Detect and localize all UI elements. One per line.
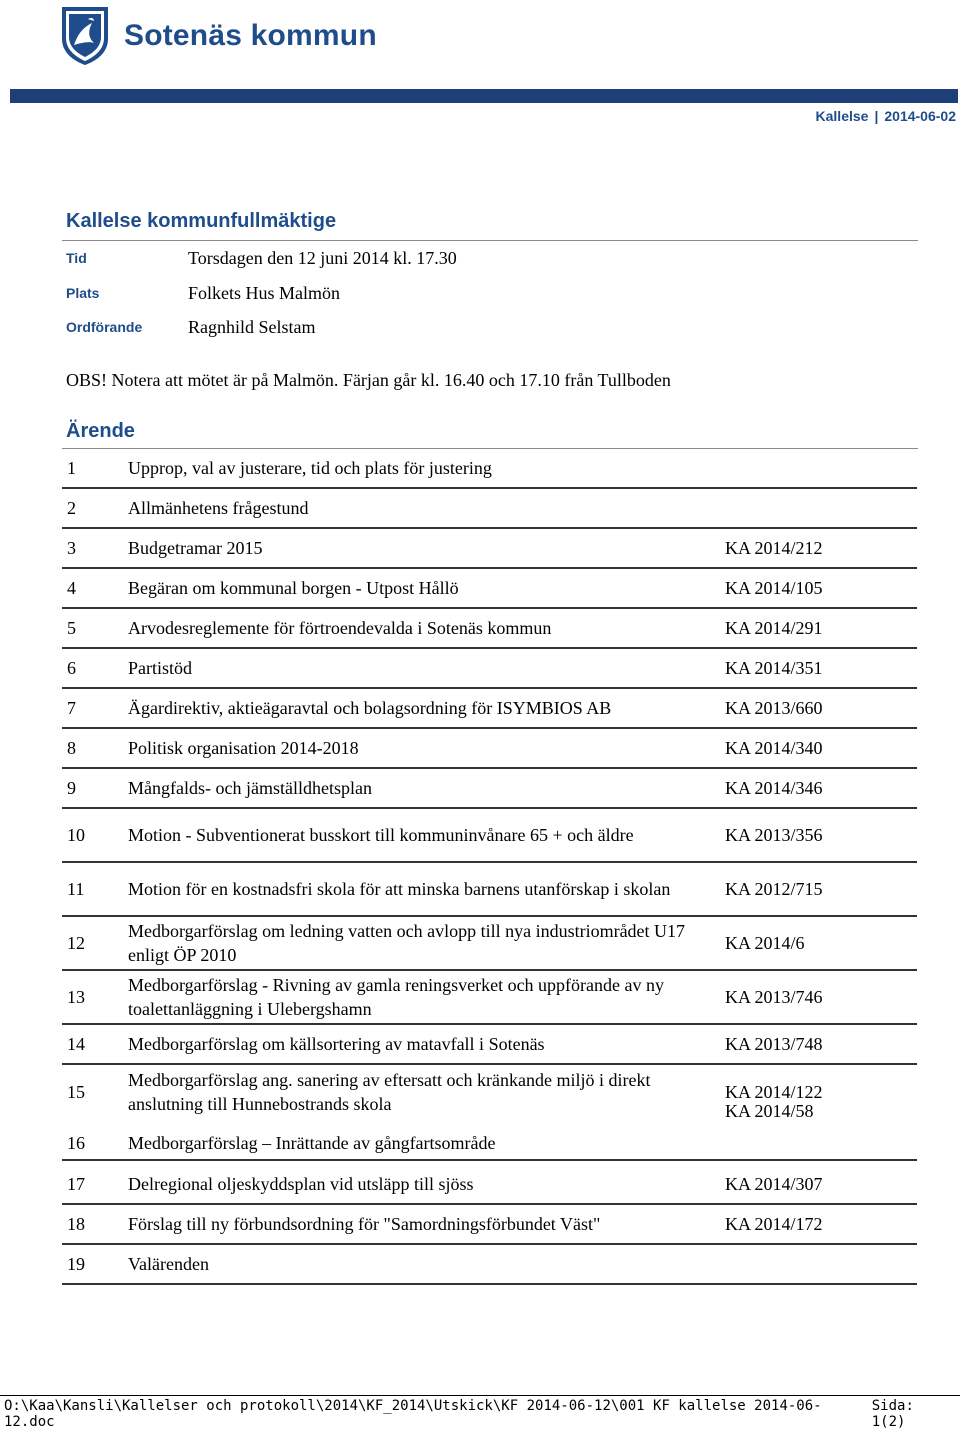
agenda-row bbox=[62, 1205, 917, 1245]
item-title: Förslag till ny förbundsordning för "Samordningsförbundet Väst" bbox=[128, 1214, 601, 1234]
agenda-row bbox=[62, 1165, 917, 1205]
agenda-row bbox=[62, 449, 917, 489]
item-number: 11 bbox=[67, 878, 85, 899]
agenda-table bbox=[62, 449, 917, 1285]
agenda-row bbox=[62, 529, 917, 569]
item-reference: KA 2013/746 bbox=[725, 986, 823, 1007]
doc-type: Kallelse bbox=[815, 108, 869, 124]
item-number: 6 bbox=[67, 657, 76, 678]
doc-date: 2014-06-02 bbox=[884, 108, 956, 124]
item-number: 16 bbox=[67, 1132, 85, 1153]
meta-value: Folkets Hus Malmön bbox=[188, 282, 341, 303]
item-reference: KA 2013/748 bbox=[725, 1033, 823, 1054]
document-header bbox=[816, 108, 956, 124]
item-reference: KA 2014/105 bbox=[725, 577, 823, 598]
item-number: 1 bbox=[67, 457, 76, 478]
page-number: Sida: 1(2) bbox=[871, 1398, 914, 1430]
item-reference: KA 2013/660 bbox=[725, 697, 823, 718]
item-reference: KA 2014/122 bbox=[725, 1081, 823, 1102]
file-path: O:\Kaa\Kansli\Kallelser och protokoll\2014\KF_2014\Utskick\KF 2014-06-12\001 KF kallelse 2014-06-12.doc bbox=[4, 1398, 822, 1430]
item-title: Medborgarförslag ang. sanering av eftersatt och kränkande miljö i direkt anslutning till Hunnebostrands skola bbox=[128, 1070, 651, 1114]
item-reference: KA 2014/58 bbox=[725, 1101, 814, 1121]
title-divider bbox=[62, 240, 918, 241]
agenda-row bbox=[62, 971, 917, 1025]
page-footer bbox=[4, 1398, 956, 1430]
header-bar bbox=[10, 89, 958, 103]
item-title: Mångfalds- och jämställdhetsplan bbox=[128, 778, 372, 798]
item-number: 14 bbox=[67, 1033, 85, 1054]
item-title: Medborgarförslag – Inrättande av gångfartsområde bbox=[128, 1133, 496, 1153]
item-number: 10 bbox=[67, 824, 85, 845]
item-title: Ägardirektiv, aktieägaravtal och bolagsordning för ISYMBIOS AB bbox=[128, 698, 612, 718]
item-number: 2 bbox=[67, 497, 76, 518]
item-number: 12 bbox=[67, 932, 85, 953]
item-number: 17 bbox=[67, 1173, 85, 1194]
item-title: Motion för en kostnadsfri skola för att minska barnens utanförskap i skolan bbox=[128, 879, 671, 899]
item-title: Medborgarförslag om ledning vatten och avlopp till nya industriområdet U17 enligt ÖP 2010 bbox=[128, 921, 686, 965]
footer-divider bbox=[0, 1395, 960, 1396]
agenda-row bbox=[62, 917, 917, 971]
item-number: 5 bbox=[67, 617, 76, 638]
item-number: 19 bbox=[67, 1253, 85, 1274]
item-reference: KA 2014/6 bbox=[725, 932, 805, 953]
agenda-row bbox=[62, 1245, 917, 1285]
item-reference: KA 2014/346 bbox=[725, 777, 823, 798]
item-number: 7 bbox=[67, 697, 76, 718]
agenda-row bbox=[62, 689, 917, 729]
item-title: Begäran om kommunal borgen - Utpost Hållö bbox=[128, 578, 459, 598]
meta-place bbox=[66, 281, 340, 305]
item-title: Budgetramar 2015 bbox=[128, 538, 263, 558]
agenda-row bbox=[62, 649, 917, 689]
item-reference: KA 2014/172 bbox=[725, 1213, 823, 1234]
item-number: 9 bbox=[67, 777, 76, 798]
agenda-row bbox=[62, 489, 917, 529]
meta-value: Torsdagen den 12 juni 2014 kl. 17.30 bbox=[188, 247, 457, 268]
item-reference: KA 2013/356 bbox=[725, 824, 823, 845]
item-title: Politisk organisation 2014-2018 bbox=[128, 738, 359, 758]
item-title: Delregional oljeskyddsplan vid utsläpp till sjöss bbox=[128, 1174, 474, 1194]
agenda-row bbox=[62, 769, 917, 809]
meta-label: Tid bbox=[66, 250, 87, 266]
item-number: 8 bbox=[67, 737, 76, 758]
meta-value: Ragnhild Selstam bbox=[188, 316, 316, 337]
item-title: Partistöd bbox=[128, 658, 193, 678]
item-reference: KA 2014/212 bbox=[725, 537, 823, 558]
agenda-row bbox=[62, 1025, 917, 1065]
item-title: Medborgarförslag om källsortering av matavfall i Sotenäs bbox=[128, 1034, 545, 1054]
municipality-logo bbox=[58, 4, 377, 68]
agenda-heading: Ärende bbox=[66, 420, 135, 442]
item-title: Arvodesreglemente för förtroendevalda i Sotenäs kommun bbox=[128, 618, 552, 638]
item-reference: KA 2014/340 bbox=[725, 737, 823, 758]
item-title: Medborgarförslag - Rivning av gamla reningsverket och uppförande av ny toalettanläggning i Ulebergshamn bbox=[128, 975, 665, 1019]
agenda-row bbox=[62, 809, 917, 863]
page-title: Kallelse kommunfullmäktige bbox=[66, 210, 337, 232]
item-reference: KA 2014/351 bbox=[725, 657, 823, 678]
agenda-row bbox=[62, 609, 917, 649]
agenda-row bbox=[62, 863, 917, 917]
item-reference: KA 2014/291 bbox=[725, 617, 823, 638]
item-reference: KA 2012/715 bbox=[725, 878, 823, 899]
item-number: 15 bbox=[67, 1081, 85, 1102]
meta-label: Ordförande bbox=[66, 319, 143, 335]
item-number: 13 bbox=[67, 986, 85, 1007]
item-title: Allmänhetens frågestund bbox=[128, 498, 309, 518]
item-reference: KA 2014/307 bbox=[725, 1173, 823, 1194]
org-name: Sotenäs kommun bbox=[124, 19, 377, 52]
item-title: Upprop, val av justerare, tid och plats för justering bbox=[128, 458, 492, 478]
item-number: 4 bbox=[67, 577, 76, 598]
agenda-row bbox=[62, 729, 917, 769]
item-number: 3 bbox=[67, 537, 76, 558]
meta-time bbox=[66, 246, 457, 270]
item-number: 18 bbox=[67, 1213, 85, 1234]
agenda-row bbox=[62, 569, 917, 609]
item-title: Motion - Subventionerat busskort till kommuninvånare 65 + och äldre bbox=[128, 825, 634, 845]
coat-of-arms-icon bbox=[58, 5, 112, 67]
notice-text: OBS! Notera att mötet är på Malmön. Färjan går kl. 16.40 och 17.10 från Tullboden bbox=[66, 370, 671, 390]
item-title: Valärenden bbox=[128, 1254, 209, 1274]
agenda-row bbox=[62, 1101, 917, 1161]
meta-label: Plats bbox=[66, 285, 100, 301]
meta-chair bbox=[66, 315, 316, 339]
header-separator: | bbox=[874, 108, 879, 124]
